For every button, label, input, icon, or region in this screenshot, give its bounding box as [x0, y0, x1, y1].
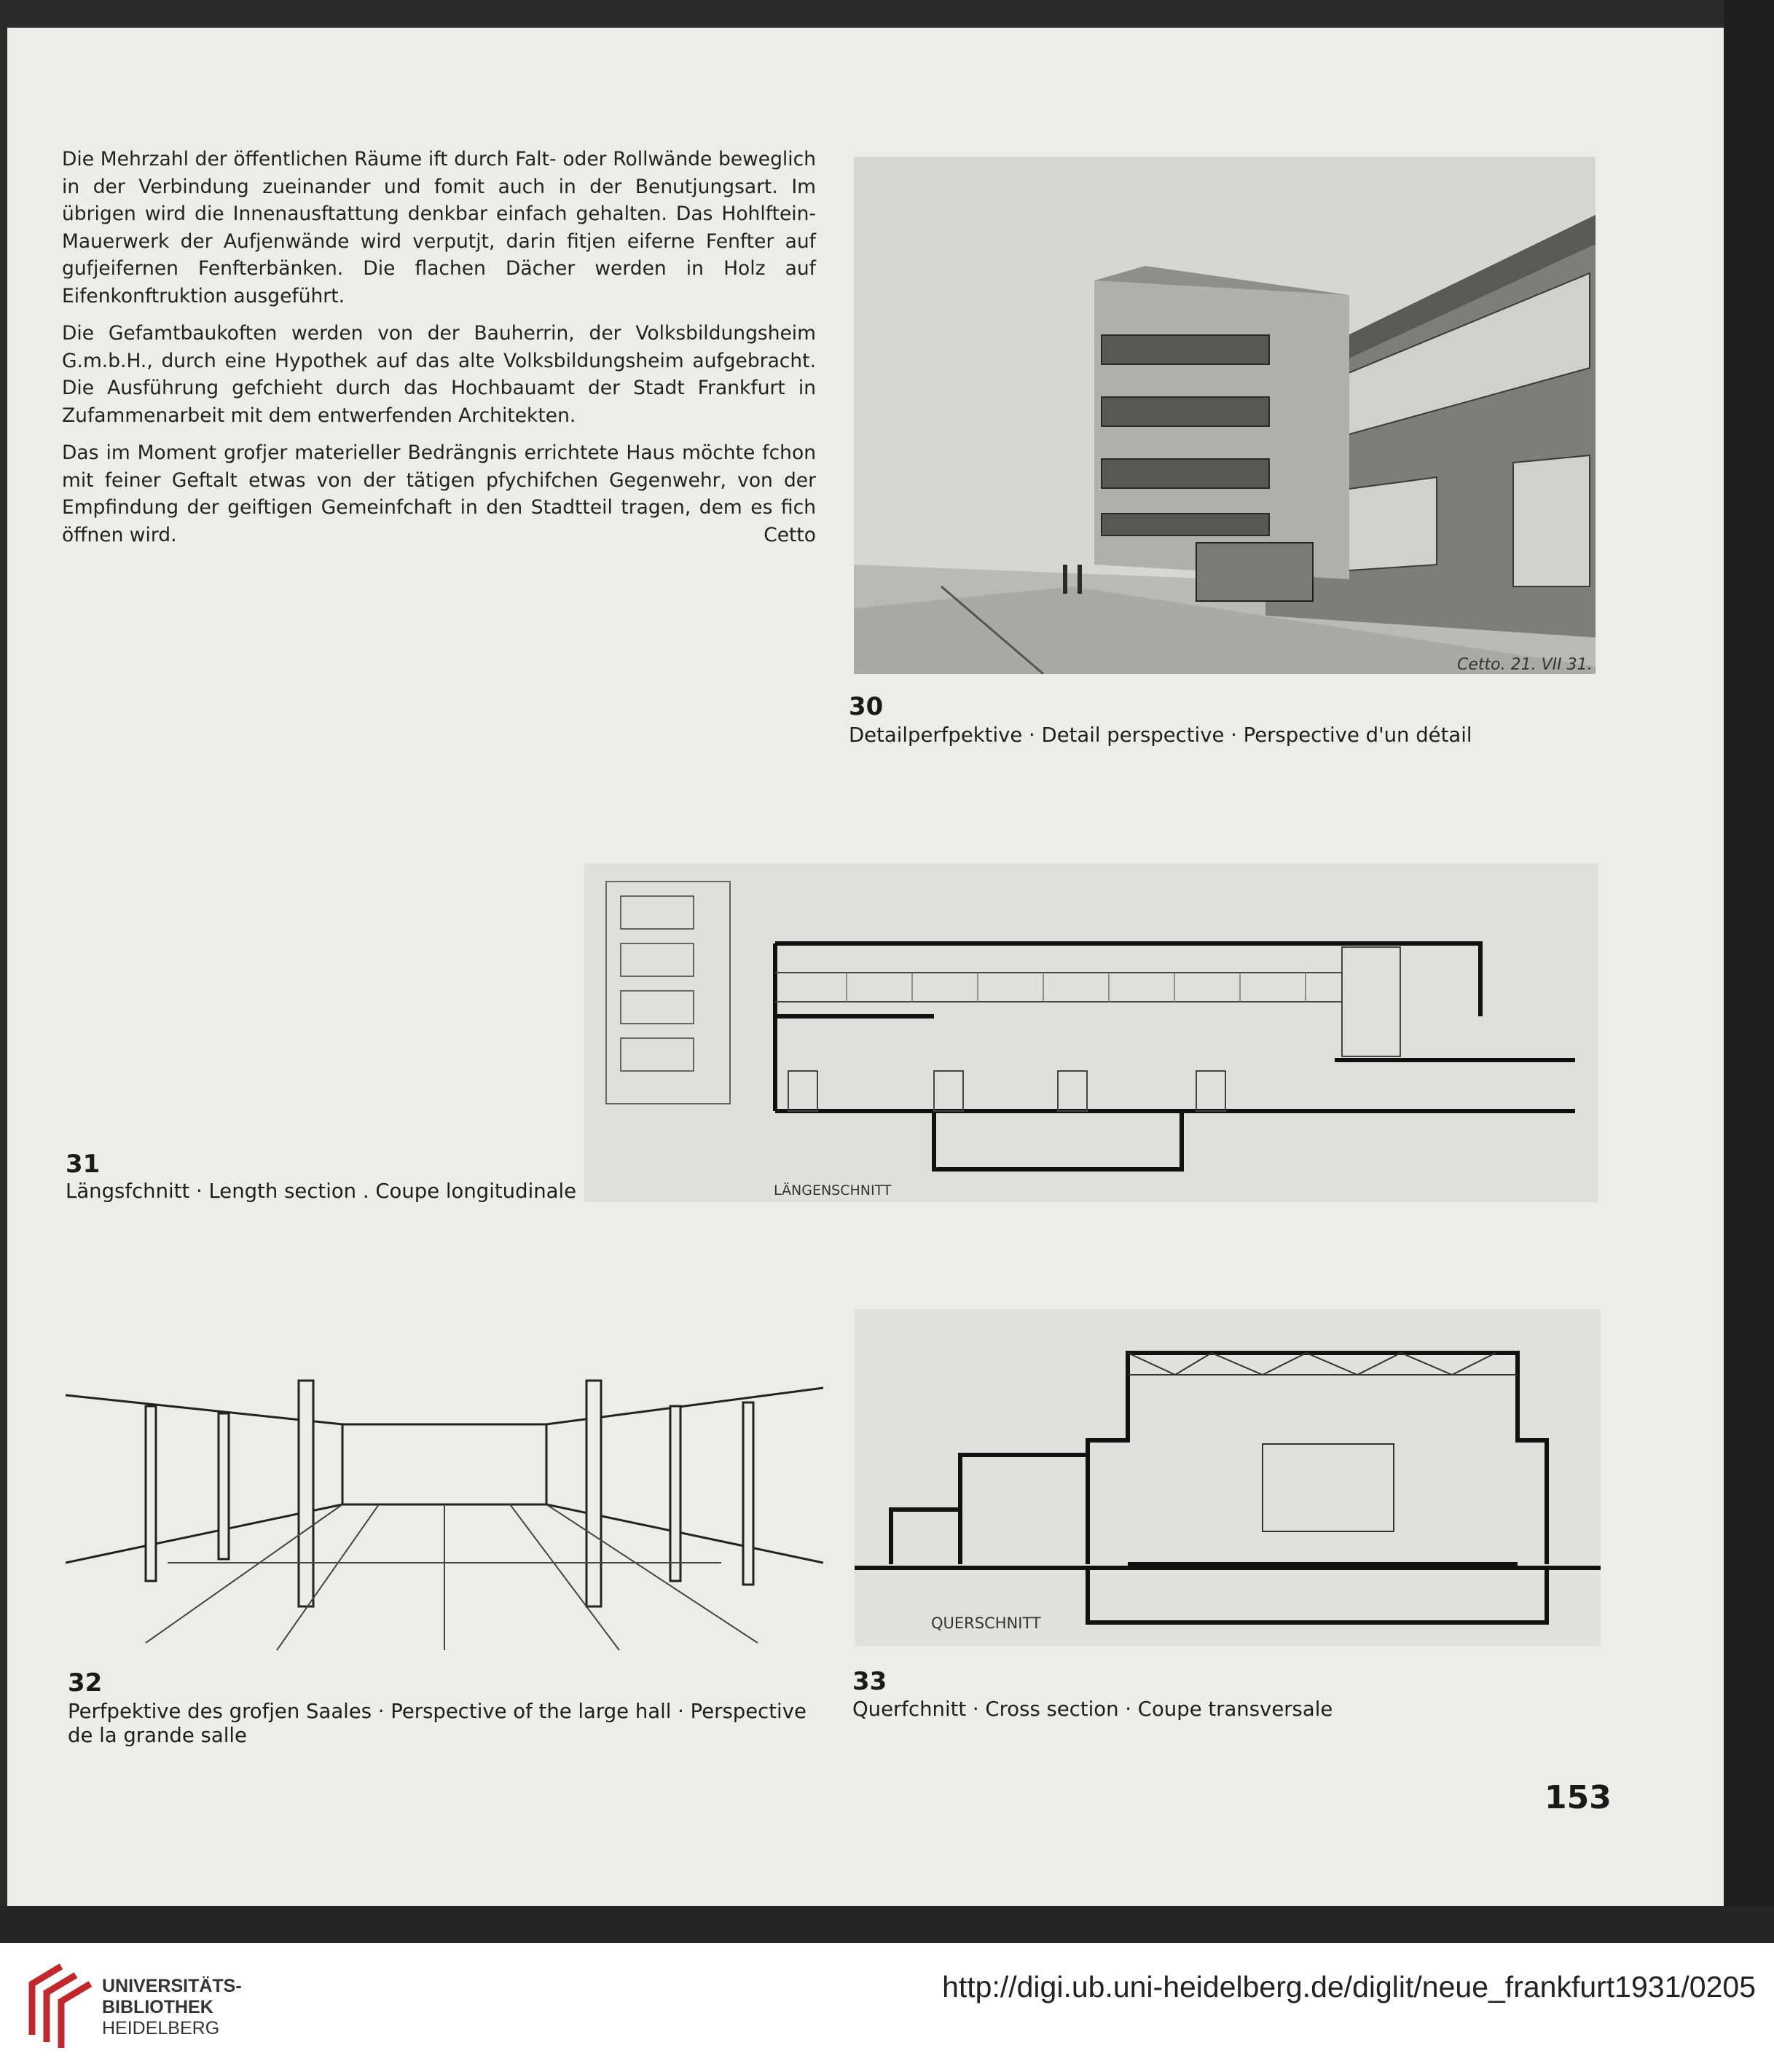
figure-30-number: 30 — [849, 692, 884, 721]
figure-30-caption: Detailperfpektive · Detail perspective · Perspective d'un détail — [849, 723, 1472, 747]
figure-33-drawing-label: QUERSCHNITT — [931, 1614, 1041, 1632]
figure-32-image — [66, 1322, 823, 1657]
library-name-line-1: UNIVERSITÄTS- — [102, 1976, 242, 1996]
author-signature: Cetto — [764, 523, 816, 546]
figure-31-number: 31 — [66, 1150, 101, 1179]
paragraph-3-text: Das im Moment grofjer materieller Bedrängnis errichtete Haus möchte fchon mit feiner Geftalt etwas von der tätigen pfychifchen Gegenwehr, von der Empfindung der geiftigen Gemeinfchaft in den Stadtteil tragen, dem es fich öffnen wird. — [62, 442, 816, 546]
figure-31-drawing-label: LÄNGENSCHNITT — [774, 1182, 892, 1198]
library-name-line-2: BIBLIOTHEK — [102, 1997, 213, 2017]
paragraph-3 — [62, 439, 816, 549]
paragraph-1: Die Mehrzahl der öffentlichen Räume ift durch Falt- oder Rollwände beweglich in der Verbindung zueinander und fomit auch in der Benutjungsart. Im übrigen wird die Innenausftattung denkbar einfach gehalten. Das Hohlftein-Mauerwerk der Aufjenwände wird verputjt, darin fitjen eiferne Fenfter auf gufjeifernen Fenfterbänken. Die flachen Dächer werden in Holz auf Eifenkonftruktion ausgeführt. — [62, 148, 816, 307]
figure-30-sketch-signature: Cetto. 21. VII 31. — [1457, 656, 1593, 674]
library-name — [102, 1976, 321, 2039]
figure-33-number: 33 — [852, 1667, 887, 1696]
scan-bottom-band — [0, 1906, 1774, 1943]
figure-33-caption: Querfchnitt · Cross section · Coupe transversale — [852, 1698, 1333, 1721]
scan-edge — [1724, 0, 1774, 1943]
figure-30-image — [854, 157, 1596, 674]
figure-31-caption: Längsfchnitt · Length section . Coupe longitudinale — [66, 1180, 577, 1203]
page-number: 153 — [1545, 1779, 1612, 1816]
figure-32-caption: Perfpektive des grofjen Saales · Perspective of the large hall · Perspective de la grande salle — [68, 1700, 806, 1747]
library-name-line-3: HEIDELBERG — [102, 2018, 220, 2038]
paragraph-2: Die Gefamtbaukoften werden von der Bauherrin, der Volksbildungsheim G.m.b.H., durch eine Hypothek auf das alte Volksbildungsheim aufgebracht. Die Ausführung gefchieht durch das Hochbauamt der Stadt Frankfurt in Zufammenarbeit mit dem entwerfenden Architekten. — [62, 322, 816, 427]
figure-32-number: 32 — [68, 1668, 103, 1698]
university-library-logo[interactable] — [17, 1962, 99, 2051]
body-text — [62, 146, 816, 559]
figure-31-image — [584, 863, 1598, 1202]
figure-33-image — [855, 1309, 1601, 1646]
source-url-link[interactable]: http://digi.ub.uni-heidelberg.de/diglit/neue_frankfurt1931/0205 — [942, 1970, 1756, 2004]
